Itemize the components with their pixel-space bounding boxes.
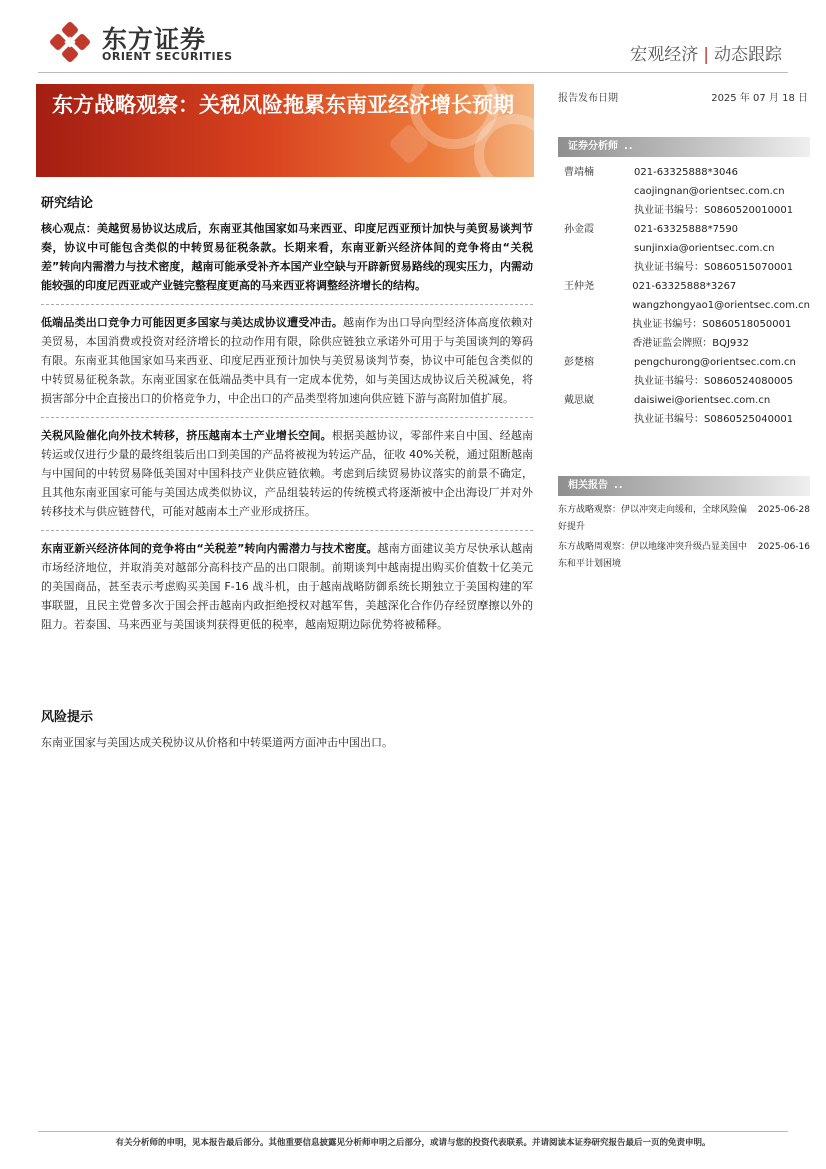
analyst-license: 执业证书编号：S0860524080005: [634, 376, 794, 387]
analyst-phone: 021-63325888*7590: [634, 224, 739, 235]
analyst-email[interactable]: daisiwei@orientsec.com.cn: [634, 395, 771, 406]
related-report-title[interactable]: 东方战略周观察：伊以地缘冲突升级凸显美国中东和平计划困境: [558, 542, 748, 569]
analyst-name: 王仲尧: [564, 281, 594, 292]
report-title: 东方战略观察：关税风险拖累东南亚经济增长预期: [52, 93, 514, 117]
core-viewpoint-text: 核心观点：美越贸易协议达成后，东南亚其他国家如马来西亚、印度尼西亚预计加快与美贸易谈判节奏，协议中可能包含类似的中转贸易征税条款。长期来看，东南亚新兴经济体间的竞争将由“关税差”转向内需潜力与技术密度，越南可能承受补齐本国产业空缺与开辟新贸易路线的现实压力，内需动能较强的印度尼西亚或产业链完整程度更高的马来西亚将调整经济增长的结构。: [41, 222, 533, 292]
analyst-entry: [558, 353, 810, 391]
logo-mark-icon: [48, 20, 92, 64]
company-logo: [48, 20, 233, 64]
paragraph-divider: [41, 417, 533, 418]
logo-chinese-name: 东方证券: [102, 25, 207, 54]
analyst-name: 彭楚榕: [564, 357, 594, 368]
analyst-hk-license: 香港证监会牌照：BQJ932: [632, 338, 750, 349]
analyst-phone: 021-63325888*3267: [632, 281, 737, 292]
analyst-email[interactable]: sunjinxia@orientsec.com.cn: [634, 243, 775, 254]
title-banner: [36, 84, 534, 177]
header-dots-icon: ..: [624, 141, 634, 152]
conclusion-paragraph: [41, 539, 533, 634]
publish-date-label: 报告发布日期: [558, 93, 618, 104]
header-dots-icon: ..: [614, 480, 624, 491]
analyst-name: 曹靖楠: [564, 167, 594, 178]
paragraph-body: 根据美越协议，零部件来自中国、经越南转运或仅进行少量的最终组装后出口到美国的产品将被视为转运产品，征收 40%关税，通过阻断越南与中国间的中转贸易降低美国对中国科技产业供应链依赖。考虑到后续贸易协议落实的前景不确定，且其他东南亚国家可能与美国达成类似协议，产品组装转运的传统模式将逐渐被中企出海设厂并对外转移技术与供应链替代，可能对越南本土产业形成挤压。: [41, 429, 534, 518]
paragraph-lead: 关税风险催化向外技术转移，挤压越南本土产业增长空间。: [41, 429, 332, 442]
analyst-license: 执业证书编号：S0860520010001: [634, 205, 794, 216]
related-report-date: 2025-06-28: [757, 505, 810, 515]
risk-text: 东南亚国家与美国达成关税协议从价格和中转渠道两方面冲击中国出口。: [41, 736, 393, 749]
analyst-entry: [558, 277, 810, 353]
related-reports-header: [558, 476, 810, 496]
analysts-header-label: 证券分析师: [568, 141, 618, 152]
paragraph-lead: 东南亚新兴经济体间的竞争将由“关税差”转向内需潜力与技术密度。: [41, 542, 378, 555]
related-report-title[interactable]: 东方战略观察：伊以冲突走向缓和，全球风险偏好提升: [558, 505, 748, 532]
related-report-item[interactable]: [558, 539, 810, 573]
paragraph-divider: [41, 304, 533, 305]
analyst-license: 执业证书编号：S0860525040001: [634, 414, 794, 425]
related-reports-list: [558, 502, 810, 576]
publish-date-row: [558, 89, 808, 104]
paragraph-body: 越南作为出口导向型经济体高度依赖对美贸易，本国消费或投资对经济增长的拉动作用有限，除供应链独立承诺外可用于与美国谈判的筹码有限。东南亚其他国家如马来西亚、印度尼西亚预计加快与美贸易谈判节奏，协议中可能包含类似的中转贸易征税条款。东南亚国家在低端品类中具有一定成本优势，如与美国达成协议后关税减免，将损害部分中企直接出口的价格竞争力，中企出口的产品类型将加速向供应链下游与高附加值扩展。: [41, 316, 534, 405]
related-reports-header-label: 相关报告: [568, 480, 608, 491]
related-report-date: 2025-06-16: [757, 542, 810, 552]
analyst-email[interactable]: pengchurong@orientsec.com.cn: [634, 357, 796, 368]
research-conclusion-section: [41, 192, 533, 643]
core-viewpoint: [41, 219, 533, 295]
analyst-entry: [558, 220, 810, 277]
paragraph-body: 越南方面建议美方尽快承认越南市场经济地位，并取消美对越部分高科技产品的出口限制。前期谈判中越南提出购买价值数十亿美元的美国商品，甚至表示考虑购买美国 F-16 战斗机，由于越南战略防御系统长期独立于美国构建的军事联盟，且民主党曾多次于国会抨击越南内政拒绝授权对越军售，美越深化合作仍存经贸摩擦以外的阻力。若泰国、马来西亚与美国谈判获得更低的税率，越南短期边际优势将被稀释。: [41, 542, 533, 631]
analyst-entry: [558, 163, 810, 220]
publish-date-value: 2025 年 07 月 18 日: [711, 93, 808, 104]
footer-disclaimer: 有关分析师的申明，见本报告最后部分。其他重要信息披露见分析师申明之后部分，或请与您的投资代表联系。并请阅读本证券研究报告最后一页的免责申明。: [115, 1138, 711, 1148]
analyst-email[interactable]: wangzhongyao1@orientsec.com.cn: [632, 300, 810, 311]
analyst-license: 执业证书编号：S0860515070001: [634, 262, 794, 273]
analyst-email[interactable]: caojingnan@orientsec.com.cn: [634, 186, 785, 197]
risk-section: [41, 706, 533, 752]
risk-heading: 风险提示: [41, 710, 94, 725]
conclusion-paragraph: [41, 313, 533, 408]
analyst-name: 戴思崴: [564, 395, 594, 406]
report-category: [630, 40, 782, 65]
category-separator: |: [703, 45, 709, 65]
paragraph-divider: [41, 530, 533, 531]
related-report-item[interactable]: [558, 502, 810, 536]
logo-english-name: ORIENT SECURITIES: [102, 50, 233, 63]
conclusion-paragraph: [41, 426, 533, 521]
analyst-entry: [558, 391, 810, 429]
analyst-list: [558, 163, 810, 429]
analysts-header: [558, 137, 810, 157]
section-heading: 研究结论: [41, 196, 94, 211]
analyst-phone: 021-63325888*3046: [634, 167, 739, 178]
analyst-license: 执业证书编号：S0860518050001: [632, 319, 792, 330]
analyst-name: 孙金霞: [564, 224, 594, 235]
paragraph-lead: 低端品类出口竞争力可能因更多国家与美达成协议遭受冲击。: [41, 316, 344, 329]
header-divider: [38, 72, 788, 73]
category-right: 动态跟踪: [714, 45, 782, 65]
footer-divider: [38, 1131, 788, 1132]
category-left: 宏观经济: [630, 45, 699, 65]
